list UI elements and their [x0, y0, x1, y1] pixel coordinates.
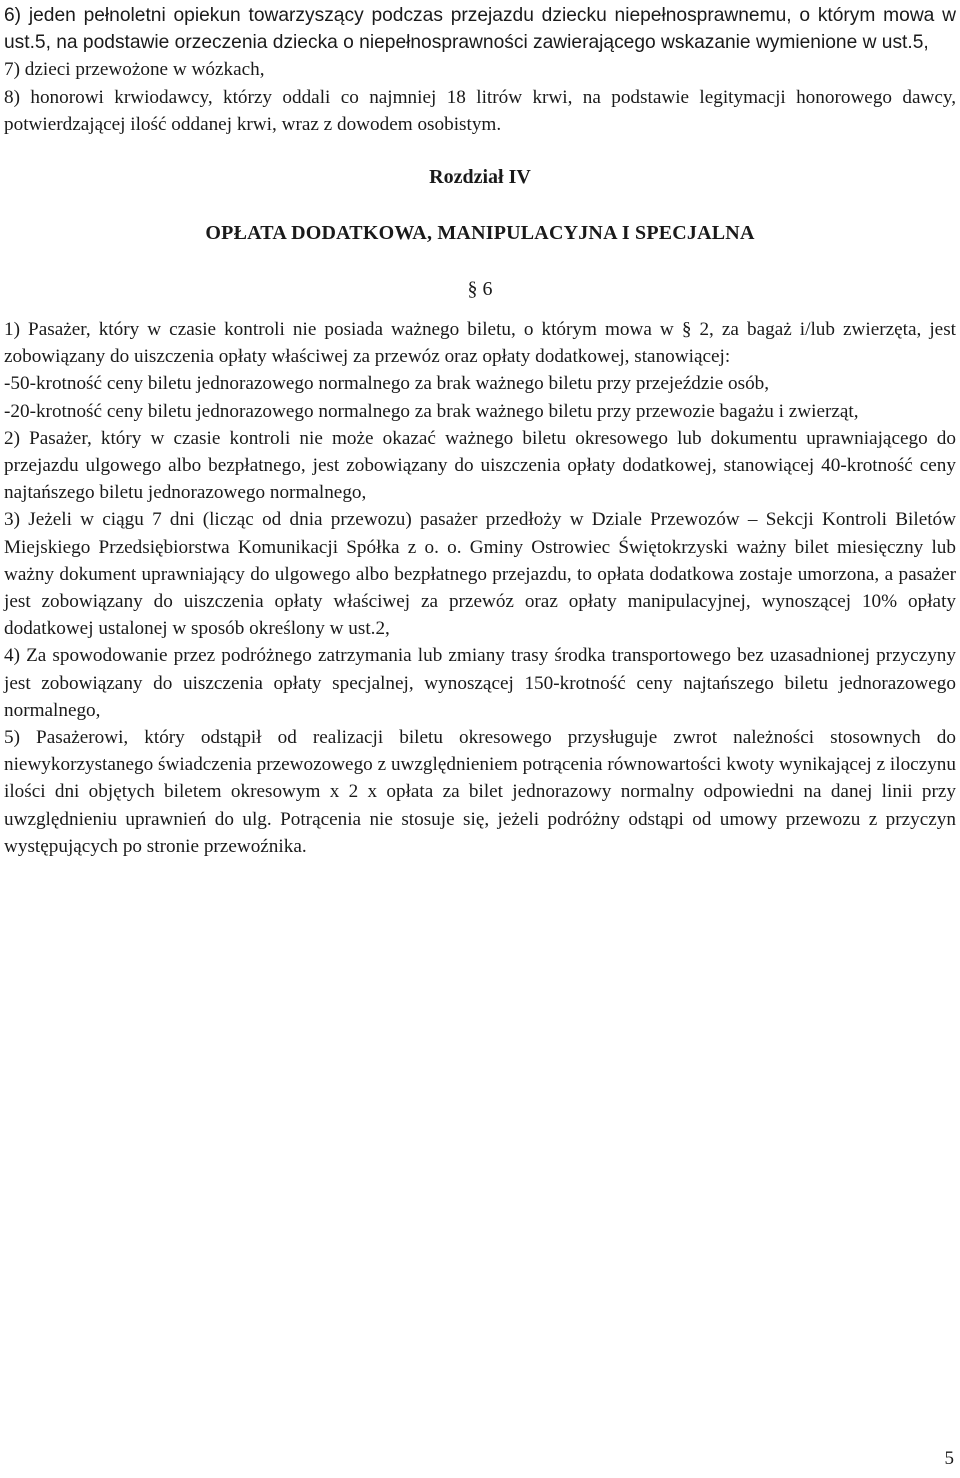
list-item-6: 6) jeden pełnoletni opiekun towarzyszący podczas przejazdu dziecku niepełnosprawnemu, o którym mowa w ust.5, na podstawie orzeczenia dziecka o niepełnosprawności zawierającego wskazanie wymienione w ust.5,	[4, 5, 956, 54]
section-body	[4, 316, 956, 860]
paragraph-1: 1) Pasażer, który w czasie kontroli nie posiada ważnego biletu, o którym mowa w § 2, za bagaż i/lub zwierzęta, jest zobowiązany do uiszczenia opłaty właściwej za przewóz oraz opłaty dodatkowej, stanowiącej:	[4, 319, 956, 368]
list-item-8: 8) honorowi krwiodawcy, którzy oddali co najmniej 18 litrów krwi, na podstawie legitymacji honorowego dawcy, potwierdzającej ilość oddanej krwi, wraz z dowodem osobistym.	[4, 86, 956, 135]
paragraph-5: 5) Pasażerowi, który odstąpił od realizacji biletu okresowego przysługuje zwrot należności stosownych do niewykorzystanego świadczenia przewozowego z uwzględnieniem potrącenia równowartości kwoty wynikającej z iloczynu ilości dni objętych biletem okresowym x 2 x opłata za bilet jednorazowy normalny odpowiedni na danej linii przy uwzględnieniu uprawnień do ulg. Potrącenia nie stosuje się, jeżeli podróżny odstąpi od umowy przewozu z przyczyn występujących po stronie przewoźnika.	[4, 727, 956, 857]
paragraph-4: 4) Za spowodowanie przez podróżnego zatrzymania lub zmiany trasy środka transportowego bez uzasadnionej przyczyny jest zobowiązany do uiszczenia opłaty specjalnej, wynoszącej 150-krotność ceny najtańszego biletu jednorazowego normalnego,	[4, 645, 956, 721]
paragraph-3: 3) Jeżeli w ciągu 7 dni (licząc od dnia przewozu) pasażer przedłoży w Dziale Przewozów – Sekcji Kontroli Biletów Miejskiego Przedsiębiorstwa Komunikacji Spółka z o. o. Gminy Ostrowiec Świętokrzyski ważny bilet miesięczny lub ważny dokument uprawniający do ulgowego albo bezpłatnego przejazdu, to opłata dodatkowa zostaje umorzona, a pasażer jest zobowiązany do uiszczenia opłaty właściwej za przewóz oraz opłaty manipulacyjnej, wynoszącej 10% opłaty dodatkowej ustalonej w sposób określony w ust.2,	[4, 509, 956, 640]
paragraph-1b: -20-krotność ceny biletu jednorazowego normalnego za brak ważnego biletu przy przewozie bagażu i zwierząt,	[4, 400, 859, 422]
list-item-7: 7) dzieci przewożone w wózkach,	[4, 59, 265, 81]
paragraph-1a: -50-krotność ceny biletu jednorazowego normalnego za brak ważnego biletu przy przejeździe osób,	[4, 373, 770, 395]
paragraph-2: 2) Pasażer, który w czasie kontroli nie może okazać ważnego biletu okresowego lub dokumentu uprawniającego do przejazdu ulgowego albo bezpłatnego, jest zobowiązany do uiszczenia opłaty dodatkowej, stanowiącej 40-krotność ceny najtańszego biletu jednorazowego normalnego,	[4, 427, 956, 504]
document-page	[4, 0, 956, 860]
section-heading: § 6	[467, 278, 493, 301]
chapter-label: Rozdział IV	[429, 166, 531, 189]
page-number: 5	[944, 1448, 954, 1469]
chapter-title: OPŁATA DODATKOWA, MANIPULACYJNA I SPECJALNA	[205, 222, 755, 245]
